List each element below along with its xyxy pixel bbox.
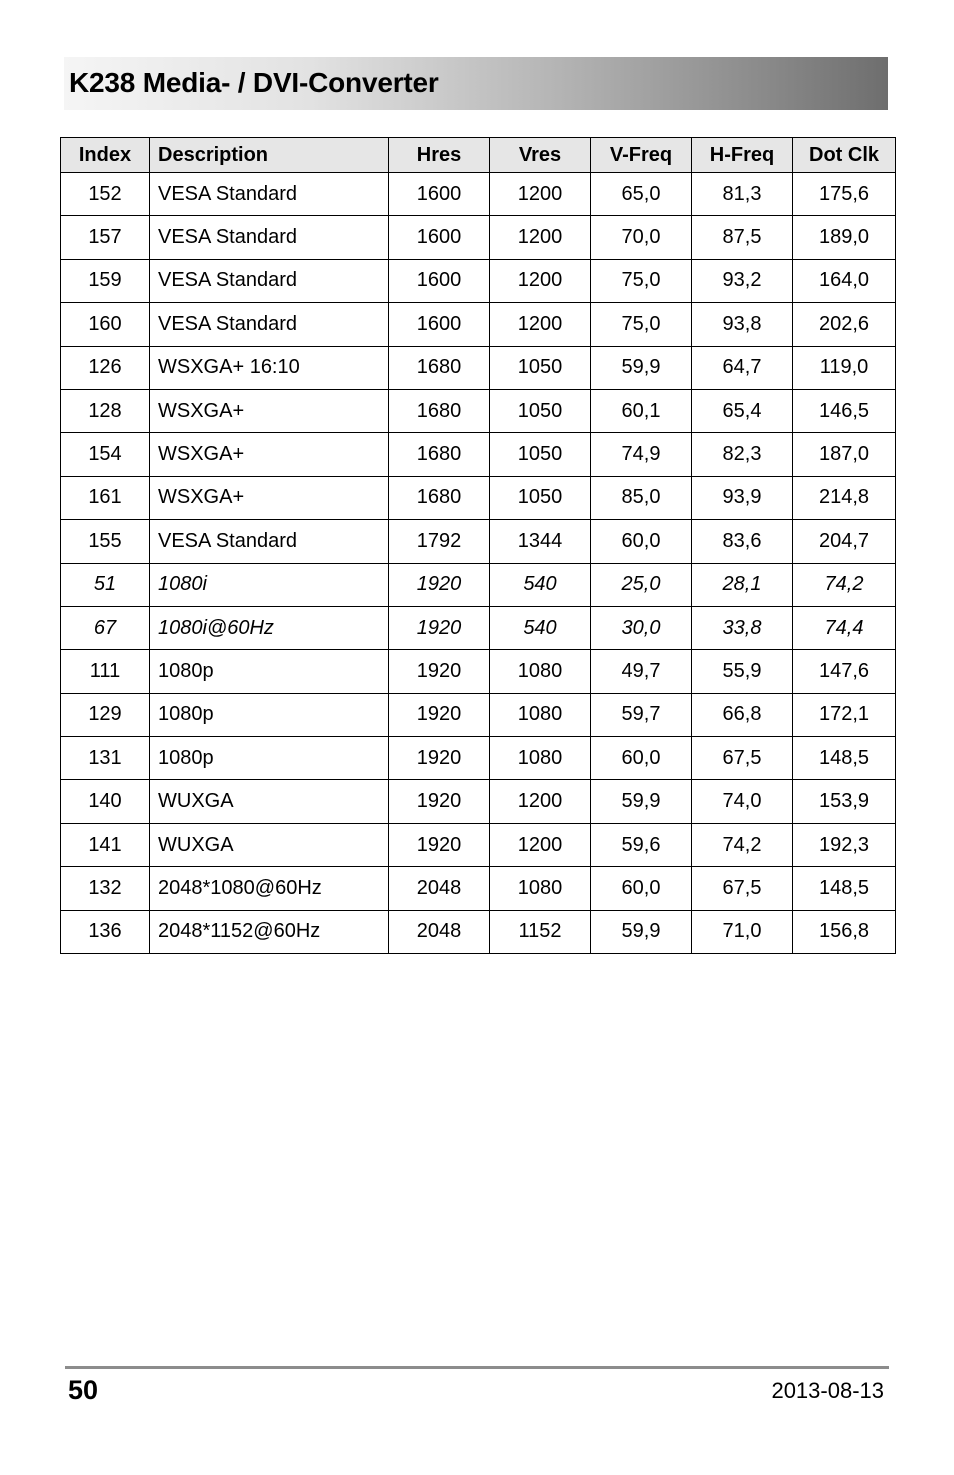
cell-hres: 1600 <box>389 303 490 346</box>
table-row <box>61 563 896 606</box>
cell-vres: 1200 <box>490 780 591 823</box>
cell-v-freq: 49,7 <box>591 650 692 693</box>
cell-index: 160 <box>61 303 150 346</box>
cell-v-freq: 70,0 <box>591 216 692 259</box>
cell-vres: 1050 <box>490 476 591 519</box>
cell-index: 129 <box>61 693 150 736</box>
table-row <box>61 520 896 563</box>
video-modes-table <box>60 137 896 954</box>
cell-v-freq: 74,9 <box>591 433 692 476</box>
cell-index: 132 <box>61 867 150 910</box>
table-row <box>61 823 896 866</box>
column-header-vres: Vres <box>490 138 591 173</box>
cell-v-freq: 60,0 <box>591 520 692 563</box>
cell-h-freq: 33,8 <box>692 606 793 649</box>
table-row <box>61 867 896 910</box>
cell-description: 1080p <box>150 693 389 736</box>
cell-hres: 1600 <box>389 173 490 216</box>
cell-hres: 1792 <box>389 520 490 563</box>
cell-vres: 540 <box>490 563 591 606</box>
cell-vres: 1050 <box>490 346 591 389</box>
cell-description: WSXGA+ <box>150 476 389 519</box>
cell-description: 1080i@60Hz <box>150 606 389 649</box>
cell-hres: 1680 <box>389 389 490 432</box>
table-row <box>61 650 896 693</box>
column-header-h-freq: H-Freq <box>692 138 793 173</box>
cell-h-freq: 93,9 <box>692 476 793 519</box>
cell-description: WSXGA+ <box>150 433 389 476</box>
cell-v-freq: 60,0 <box>591 867 692 910</box>
cell-description: 2048*1080@60Hz <box>150 867 389 910</box>
cell-index: 141 <box>61 823 150 866</box>
cell-vres: 1200 <box>490 823 591 866</box>
cell-hres: 1920 <box>389 737 490 780</box>
cell-v-freq: 65,0 <box>591 173 692 216</box>
cell-hres: 1680 <box>389 476 490 519</box>
cell-vres: 1200 <box>490 173 591 216</box>
cell-index: 67 <box>61 606 150 649</box>
cell-description: WSXGA+ <box>150 389 389 432</box>
footer-divider <box>65 1366 889 1369</box>
table-row <box>61 606 896 649</box>
cell-description: VESA Standard <box>150 303 389 346</box>
cell-description: VESA Standard <box>150 259 389 302</box>
cell-dot-clk: 172,1 <box>793 693 896 736</box>
cell-index: 128 <box>61 389 150 432</box>
cell-index: 111 <box>61 650 150 693</box>
cell-v-freq: 25,0 <box>591 563 692 606</box>
cell-description: 2048*1152@60Hz <box>150 910 389 953</box>
cell-vres: 1152 <box>490 910 591 953</box>
table-body <box>61 173 896 954</box>
cell-index: 155 <box>61 520 150 563</box>
cell-hres: 1920 <box>389 650 490 693</box>
column-header-index: Index <box>61 138 150 173</box>
cell-h-freq: 81,3 <box>692 173 793 216</box>
cell-dot-clk: 189,0 <box>793 216 896 259</box>
cell-vres: 540 <box>490 606 591 649</box>
column-header-description: Description <box>150 138 389 173</box>
cell-index: 131 <box>61 737 150 780</box>
column-header-v-freq: V-Freq <box>591 138 692 173</box>
cell-h-freq: 87,5 <box>692 216 793 259</box>
cell-dot-clk: 147,6 <box>793 650 896 693</box>
cell-vres: 1050 <box>490 433 591 476</box>
cell-dot-clk: 74,2 <box>793 563 896 606</box>
cell-index: 140 <box>61 780 150 823</box>
cell-dot-clk: 204,7 <box>793 520 896 563</box>
cell-h-freq: 28,1 <box>692 563 793 606</box>
table-row <box>61 216 896 259</box>
cell-index: 126 <box>61 346 150 389</box>
table-header-row <box>61 138 896 173</box>
cell-hres: 1920 <box>389 823 490 866</box>
cell-h-freq: 93,2 <box>692 259 793 302</box>
cell-h-freq: 64,7 <box>692 346 793 389</box>
cell-h-freq: 74,2 <box>692 823 793 866</box>
cell-index: 152 <box>61 173 150 216</box>
cell-index: 157 <box>61 216 150 259</box>
cell-vres: 1080 <box>490 650 591 693</box>
cell-dot-clk: 187,0 <box>793 433 896 476</box>
table-row <box>61 389 896 432</box>
cell-v-freq: 59,7 <box>591 693 692 736</box>
cell-vres: 1080 <box>490 693 591 736</box>
cell-vres: 1050 <box>490 389 591 432</box>
cell-h-freq: 67,5 <box>692 867 793 910</box>
cell-dot-clk: 214,8 <box>793 476 896 519</box>
table-row <box>61 910 896 953</box>
cell-dot-clk: 175,6 <box>793 173 896 216</box>
table-row <box>61 173 896 216</box>
cell-index: 154 <box>61 433 150 476</box>
table-row <box>61 433 896 476</box>
cell-index: 51 <box>61 563 150 606</box>
table-row <box>61 346 896 389</box>
cell-h-freq: 93,8 <box>692 303 793 346</box>
cell-h-freq: 71,0 <box>692 910 793 953</box>
cell-v-freq: 60,0 <box>591 737 692 780</box>
cell-hres: 1920 <box>389 693 490 736</box>
cell-dot-clk: 119,0 <box>793 346 896 389</box>
cell-hres: 2048 <box>389 867 490 910</box>
cell-vres: 1344 <box>490 520 591 563</box>
cell-h-freq: 67,5 <box>692 737 793 780</box>
table-row <box>61 303 896 346</box>
cell-v-freq: 59,9 <box>591 346 692 389</box>
header-bar <box>64 57 888 110</box>
cell-hres: 1680 <box>389 433 490 476</box>
table-row <box>61 737 896 780</box>
cell-dot-clk: 164,0 <box>793 259 896 302</box>
cell-h-freq: 66,8 <box>692 693 793 736</box>
cell-hres: 1680 <box>389 346 490 389</box>
cell-dot-clk: 192,3 <box>793 823 896 866</box>
cell-dot-clk: 148,5 <box>793 867 896 910</box>
cell-dot-clk: 146,5 <box>793 389 896 432</box>
footer-date: 2013-08-13 <box>771 1378 884 1403</box>
cell-v-freq: 75,0 <box>591 259 692 302</box>
cell-h-freq: 65,4 <box>692 389 793 432</box>
cell-description: WSXGA+ 16:10 <box>150 346 389 389</box>
cell-index: 136 <box>61 910 150 953</box>
cell-dot-clk: 156,8 <box>793 910 896 953</box>
cell-hres: 1600 <box>389 216 490 259</box>
cell-hres: 1920 <box>389 780 490 823</box>
cell-h-freq: 55,9 <box>692 650 793 693</box>
cell-index: 161 <box>61 476 150 519</box>
cell-dot-clk: 74,4 <box>793 606 896 649</box>
table-row <box>61 780 896 823</box>
cell-index: 159 <box>61 259 150 302</box>
column-header-hres: Hres <box>389 138 490 173</box>
page-title: K238 Media- / DVI-Converter <box>69 67 439 98</box>
cell-dot-clk: 148,5 <box>793 737 896 780</box>
cell-vres: 1080 <box>490 737 591 780</box>
cell-vres: 1200 <box>490 303 591 346</box>
cell-description: VESA Standard <box>150 173 389 216</box>
cell-v-freq: 85,0 <box>591 476 692 519</box>
cell-vres: 1200 <box>490 216 591 259</box>
cell-h-freq: 83,6 <box>692 520 793 563</box>
cell-description: VESA Standard <box>150 520 389 563</box>
cell-v-freq: 30,0 <box>591 606 692 649</box>
cell-h-freq: 74,0 <box>692 780 793 823</box>
cell-description: VESA Standard <box>150 216 389 259</box>
cell-vres: 1080 <box>490 867 591 910</box>
page-number: 50 <box>68 1375 99 1405</box>
cell-h-freq: 82,3 <box>692 433 793 476</box>
cell-dot-clk: 153,9 <box>793 780 896 823</box>
cell-hres: 2048 <box>389 910 490 953</box>
cell-description: WUXGA <box>150 780 389 823</box>
cell-v-freq: 59,6 <box>591 823 692 866</box>
cell-hres: 1920 <box>389 606 490 649</box>
table-row <box>61 259 896 302</box>
table-row <box>61 693 896 736</box>
cell-v-freq: 60,1 <box>591 389 692 432</box>
cell-description: 1080p <box>150 737 389 780</box>
cell-dot-clk: 202,6 <box>793 303 896 346</box>
cell-description: 1080p <box>150 650 389 693</box>
table-row <box>61 476 896 519</box>
cell-v-freq: 59,9 <box>591 910 692 953</box>
cell-hres: 1920 <box>389 563 490 606</box>
cell-description: 1080i <box>150 563 389 606</box>
column-header-dot-clk: Dot Clk <box>793 138 896 173</box>
cell-vres: 1200 <box>490 259 591 302</box>
cell-description: WUXGA <box>150 823 389 866</box>
cell-v-freq: 75,0 <box>591 303 692 346</box>
cell-hres: 1600 <box>389 259 490 302</box>
cell-v-freq: 59,9 <box>591 780 692 823</box>
